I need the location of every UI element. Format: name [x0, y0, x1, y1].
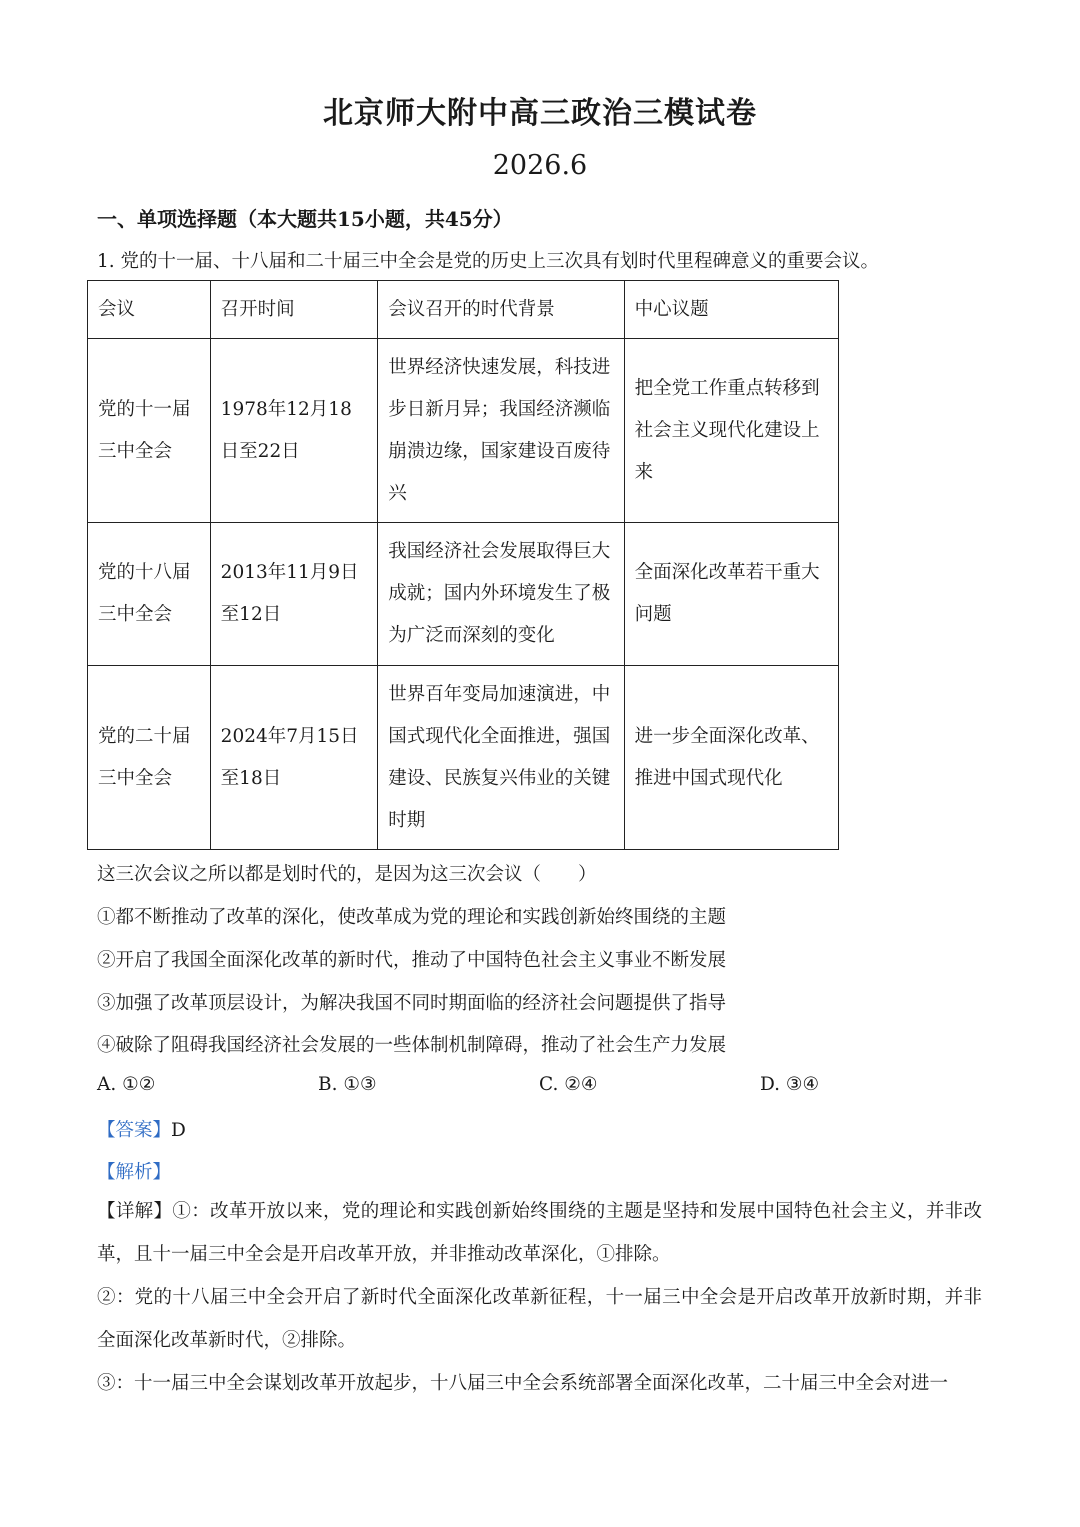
detail-paragraph-2: ②：党的十八届三中全会开启了新时代全面深化改革新征程，十一届三中全会是开启改革开放新时期，并非全面深化改革新时代，②排除。	[97, 1287, 982, 1351]
table-row	[88, 339, 839, 523]
detail-paragraph-3: ③：十一届三中全会谋划改革开放起步，十八届三中全会系统部署全面深化改革，二十届三中全会对进一	[97, 1373, 949, 1394]
table-header-cell: 会议召开的时代背景	[378, 281, 624, 339]
table-cell: 进一步全面深化改革、推进中国式现代化	[624, 666, 838, 850]
table-cell: 1978年12月18日至22日	[210, 339, 378, 523]
statement-3: ③加强了改革顶层设计，为解决我国不同时期面临的经济社会问题提供了指导	[97, 993, 727, 1014]
table-cell: 全面深化改革若干重大问题	[624, 523, 838, 666]
statement-4: ④破除了阻碍我国经济社会发展的一些体制机制障碍，推动了社会生产力发展	[97, 1035, 727, 1056]
table-cell: 我国经济社会发展取得巨大成就；国内外环境发生了极为广泛而深刻的变化	[378, 523, 624, 666]
table-header-cell: 会议	[88, 281, 211, 339]
section-heading: 一、单项选择题（本大题共15小题，共45分）	[97, 207, 513, 231]
table-cell: 把全党工作重点转移到社会主义现代化建设上来	[624, 339, 838, 523]
option-b: B. ①③	[318, 1074, 377, 1095]
table-cell: 世界百年变局加速演进，中国式现代化全面推进，强国建设、民族复兴伟业的关键时期	[378, 666, 624, 850]
statement-1: ①都不断推动了改革的深化，使改革成为党的理论和实践创新始终围绕的主题	[97, 907, 727, 928]
detail-paragraph-1	[97, 1190, 982, 1276]
table-header-cell: 中心议题	[624, 281, 838, 339]
table-cell: 世界经济快速发展，科技进步日新月异；我国经济濒临崩溃边缘，国家建设百废待兴	[378, 339, 624, 523]
detail-label: 【详解】	[97, 1201, 173, 1222]
analysis-label: 【解析】	[97, 1162, 172, 1183]
table-header-row	[88, 281, 839, 339]
answer-label: 【答案】	[97, 1120, 172, 1141]
table-header-cell: 召开时间	[210, 281, 378, 339]
option-a: A. ①②	[97, 1074, 156, 1095]
option-d: D. ③④	[760, 1074, 820, 1095]
table-row	[88, 666, 839, 850]
table-cell: 2024年7月15日至18日	[210, 666, 378, 850]
answer-line	[97, 1116, 186, 1142]
table-cell: 2013年11月9日至12日	[210, 523, 378, 666]
table-cell: 党的十一届三中全会	[88, 339, 211, 523]
table-cell: 党的十八届三中全会	[88, 523, 211, 666]
answer-value: D	[171, 1120, 186, 1141]
table-row	[88, 523, 839, 666]
option-c: C. ②④	[539, 1074, 598, 1095]
table-cell: 党的二十届三中全会	[88, 666, 211, 850]
question-stem: 1. 党的十一届、十八届和二十届三中全会是党的历史上三次具有划时代里程碑意义的重要会议。	[97, 251, 880, 272]
question-prompt: 这三次会议之所以都是划时代的，是因为这三次会议（ ）	[97, 864, 597, 885]
detail-text: ①：改革开放以来，党的理论和实践创新始终围绕的主题是坚持和发展中国特色社会主义，并非改革，且十一届三中全会是开启改革开放，并非推动改革深化，①排除。	[97, 1201, 982, 1265]
statement-2: ②开启了我国全面深化改革的新时代，推动了中国特色社会主义事业不断发展	[97, 950, 727, 971]
meetings-table	[87, 280, 839, 850]
document-title: 北京师大附中高三政治三模试卷	[323, 96, 757, 131]
document-date: 2026.6	[492, 150, 588, 181]
